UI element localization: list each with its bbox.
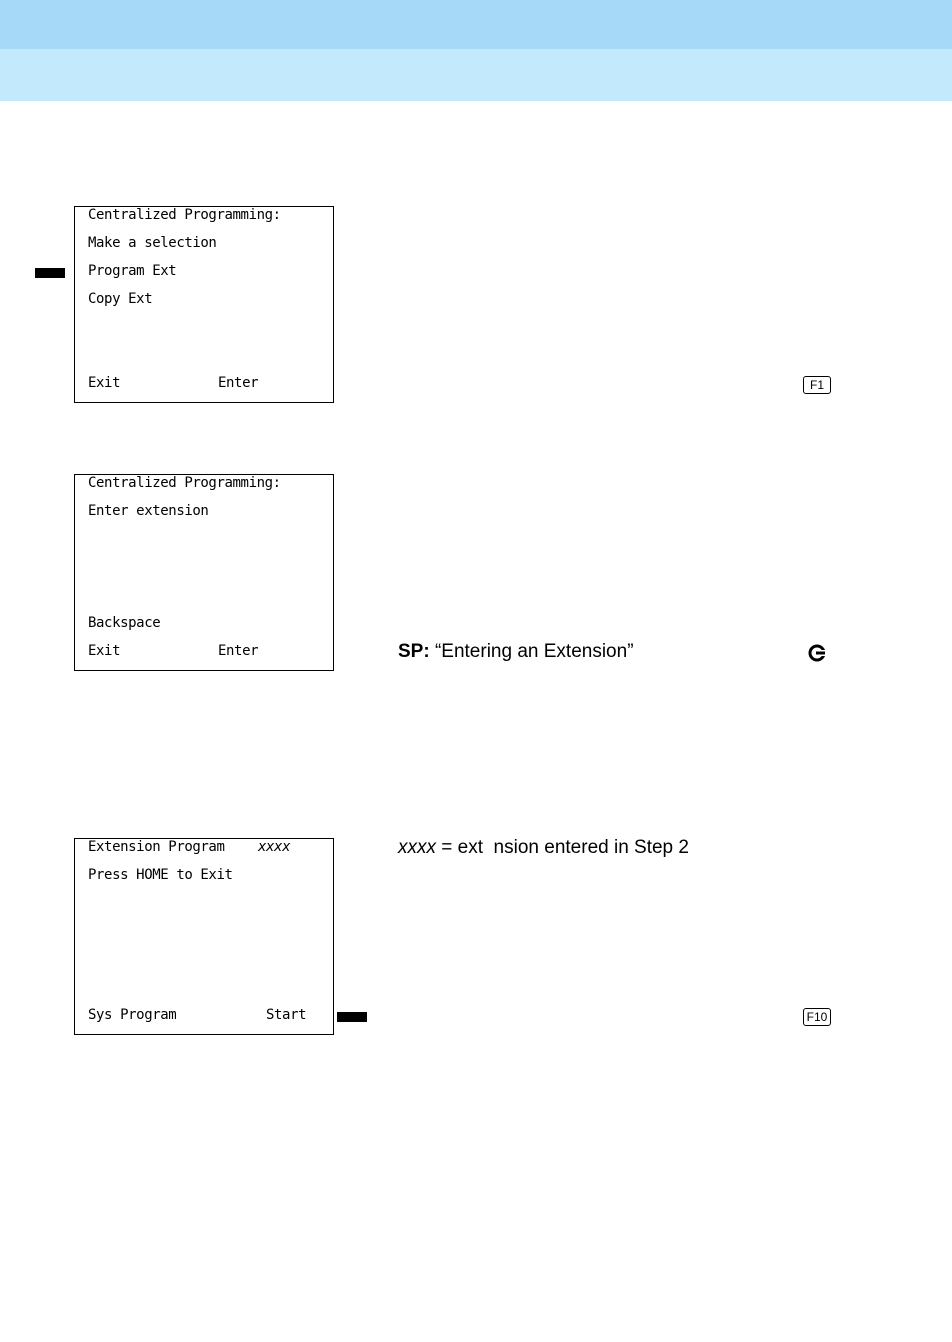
sp-reference-text: “Entering an Extension” <box>429 641 634 662</box>
f1-key[interactable]: F1 <box>803 376 831 394</box>
header-band-bottom <box>0 49 952 101</box>
screen-3-prompt: Press HOME to Exit <box>88 867 233 883</box>
screen-3-title-variable: xxxx <box>258 839 291 855</box>
header-band-top <box>0 0 952 49</box>
display-screen-1 <box>74 206 334 403</box>
screen-1-title: Centralized Programming: <box>88 207 281 223</box>
display-screen-2 <box>74 474 334 671</box>
screen-2-prompt: Enter extension <box>88 503 209 519</box>
variable-note <box>398 837 689 859</box>
sp-reference-note <box>398 641 634 663</box>
screen-1-softkey-enter[interactable]: Enter <box>218 375 259 391</box>
f10-key[interactable]: F10 <box>803 1008 831 1026</box>
screen-1-softkey-exit[interactable]: Exit <box>88 375 121 391</box>
variable-name: xxxx <box>398 837 436 858</box>
selection-marker-1 <box>35 268 65 278</box>
screen-2-title: Centralized Programming: <box>88 475 281 491</box>
screen-1-prompt: Make a selection <box>88 235 217 251</box>
screen-3-title: Extension Program <box>88 839 225 855</box>
display-screen-3 <box>74 838 334 1035</box>
screen-2-softkey-backspace[interactable]: Backspace <box>88 615 161 631</box>
screen-3-softkey-start[interactable]: Start <box>266 1007 307 1023</box>
return-arrow-icon <box>808 644 826 662</box>
sp-label: SP: <box>398 641 430 662</box>
screen-1-option-copy-ext[interactable]: Copy Ext <box>88 291 153 307</box>
screen-1-option-program-ext[interactable]: Program Ext <box>88 263 177 279</box>
variable-description: = ext nsion entered in Step 2 <box>436 837 689 858</box>
screen-3-softkey-sys-program[interactable]: Sys Program <box>88 1007 177 1023</box>
selection-marker-2 <box>337 1012 367 1022</box>
screen-2-softkey-exit[interactable]: Exit <box>88 643 121 659</box>
screen-2-softkey-enter[interactable]: Enter <box>218 643 259 659</box>
